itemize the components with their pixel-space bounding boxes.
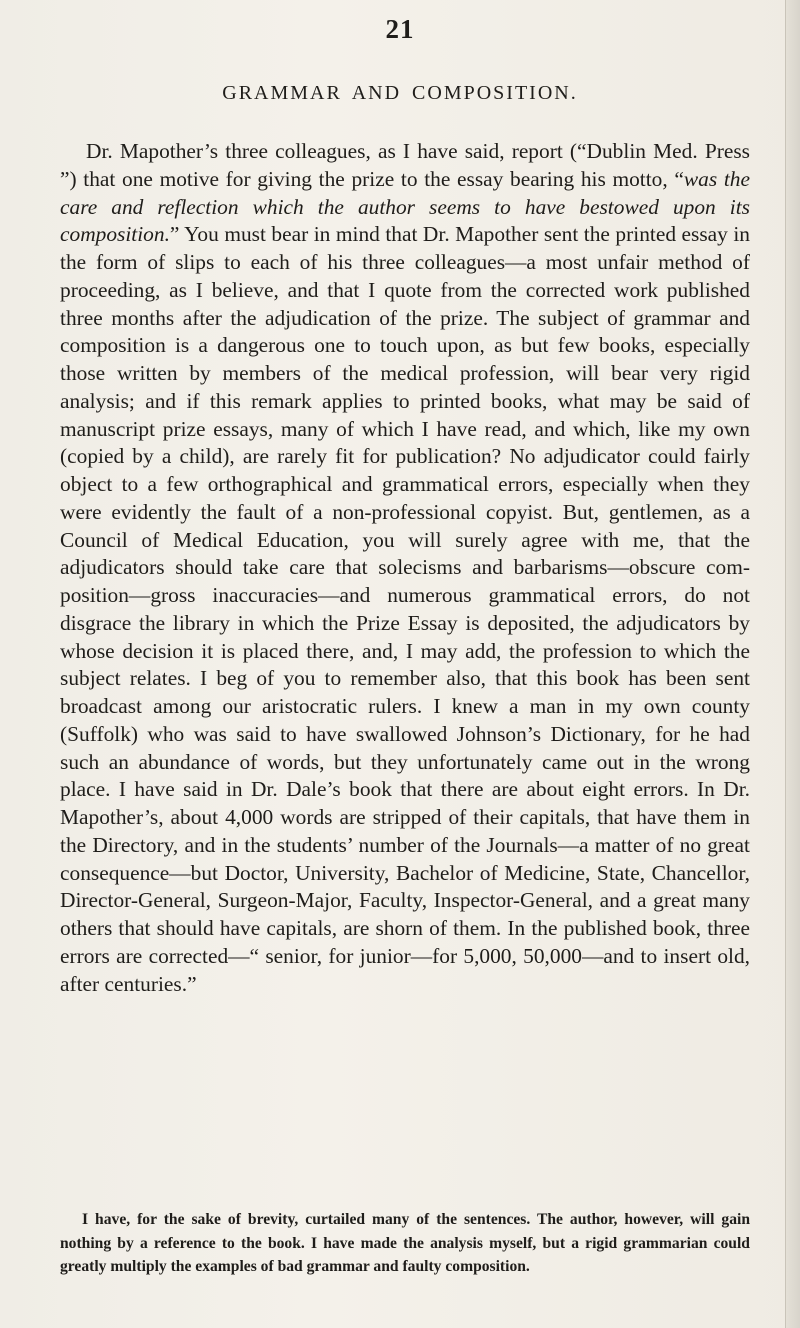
body-text-intro: Dr. Mapother’s three colleagues, as I have said, report (“Dublin Med. Press ”) that one motive for giving the prize to the essay bearing his motto, “	[60, 139, 750, 191]
essay-motto: was the care and reflection which the author seems to have bestowed upon its composition.	[60, 166, 750, 247]
body-paragraph	[60, 138, 750, 998]
body-text	[60, 138, 750, 998]
footnote-text: I have, for the sake of brevity, curtailed many of the sentences. The author, however, will gain nothing by a reference to the book. I have made the analysis myself, but a rigid grammarian could greatly multiply the examples of bad grammar and faulty composition.	[60, 1211, 750, 1276]
page-edge	[785, 0, 800, 1328]
section-heading: GRAMMAR AND COMPOSITION.	[222, 82, 578, 104]
footnote	[60, 1208, 750, 1279]
body-text-main: ” You must bear in mind that Dr. Mapother sent the printed essay in the form of slips to each of his three colleagues—a most unfair method of proceeding, as I believe, and that I quote from the corrected work published three months after the adjudication of the prize. The subject of grammar and composition is a dangerous one to touch upon, as but few books, especially those written by members of the medical profession, will bear very rigid analysis; and if this remark applies to printed books, what may be said of manuscript prize essays, many of which I have read, and which, like my own (copied by a child), are rarely fit for publication? No adjudicator could fairly object to a few orthographical and grammatical errors, especially when they were evidently the fault of a non-professional copyist. But, gentlemen, as a Council of Medical Education, you will surely agree with me, that the adjudicators should take care that solecisms and barbarisms—obscure composition—gross inaccuracies—and numerous grammatical errors, do not disgrace the library in which the Prize Essay is deposited, the adjudicators by whose decision it is placed there, and, I may add, the profession to which the subject relates. I beg of you to remember also, that this book has been sent broadcast among our aristocratic rulers. I knew a man in my own county (Suffolk) who was said to have swallowed Johnson’s Dictionary, for he had such an abundance of words, but they unfortunately came out in the wrong place. I have said in Dr. Dale’s book that there are about eight errors. In Dr. Mapother’s, about 4,000 words are stripped of their capitals, that have them in the Directory, and in the students’ number of the Journals—a matter of no great consequence—but Doctor, University, Bachelor of Medicine, State, Chancellor, Director-General, Surgeon-Major, Faculty, Inspector-General, and a great many others that should have capitals, are shorn of them. In the published book, three errors are corrected—“ senior, for junior—for 5,000, 50,000—and to insert old, after centuries.”	[60, 222, 750, 996]
page-number: 21	[385, 14, 415, 44]
